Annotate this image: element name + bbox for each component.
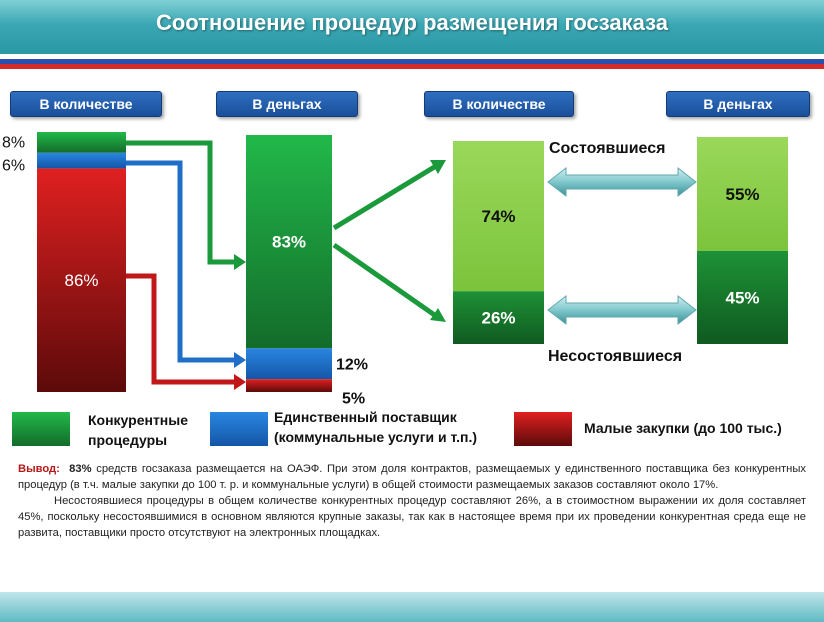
failed-label: Несостоявшиеся bbox=[548, 348, 683, 365]
money-chart-label-0: 83% bbox=[271, 232, 307, 252]
money-chart-bar-segment-1 bbox=[246, 348, 332, 379]
legend-label-small-purchases: Малые закупки (до 100 тыс.) bbox=[584, 420, 782, 436]
count-chart-bar-segment-0 bbox=[37, 132, 126, 153]
conclusion-paragraph-1: средств госзаказа размещается на ОАЭФ. При этом доля контрактов, размещаемых у единственного поставщика без конкурентных процедур (в т.ч. малые закупки до 100 т. р. и коммунальные услуги) в общей стоимости размещаемых заказов составляют около 17%. bbox=[18, 463, 806, 491]
red-flow-arrow bbox=[126, 276, 240, 382]
conclusion-highlight: 83% bbox=[69, 463, 92, 475]
page-title: Соотношение процедур размещения госзаказа bbox=[155, 10, 669, 35]
split-arrow-down bbox=[334, 245, 436, 316]
success-money-chart-label-1: 45% bbox=[725, 288, 760, 308]
success-count-chart-label-0: 74% bbox=[481, 207, 516, 227]
red-flow-arrowhead bbox=[234, 374, 246, 390]
count-chart-bar-segment-1 bbox=[37, 153, 126, 169]
green-flow-arrowhead bbox=[234, 254, 246, 270]
pill-count-2: В количестве bbox=[424, 91, 574, 117]
split-arrow-up bbox=[334, 166, 436, 228]
count-chart-label-1: 6% bbox=[2, 157, 26, 175]
legend-swatch-green bbox=[12, 412, 70, 446]
money-chart-label-2: 5% bbox=[342, 390, 366, 408]
pill-money-1: В деньгах bbox=[216, 91, 358, 117]
conclusion-text bbox=[18, 461, 806, 541]
money-chart-bar-segment-2 bbox=[246, 379, 332, 392]
conclusion-paragraph-2: Несостоявшиеся процедуры в общем количестве конкурентных процедур составляют 26%, а в стоимостном выражении их доля составляет 45%, поскольку несостоявшимися в основном являются крупные заказы, так как в настоящее время при их проведении конкурентная среда еще не развита, поставщики просто отсутствуют на электронных площадках. bbox=[18, 495, 806, 539]
pill-money-2: В деньгах bbox=[666, 91, 810, 117]
money-chart-label-1: 12% bbox=[336, 356, 369, 374]
footer-band bbox=[0, 592, 824, 622]
bars-group bbox=[2, 132, 788, 408]
count-chart-label-0: 8% bbox=[2, 134, 26, 152]
legend-label-single-supplier: Единственный поставщик (коммунальные услуги и т.п.) bbox=[274, 409, 478, 445]
double-arrow-bottom bbox=[548, 296, 696, 324]
count-chart-label-2: 86% bbox=[64, 271, 99, 291]
double-arrow-top bbox=[548, 168, 696, 196]
success-label: Состоявшиеся bbox=[549, 140, 666, 157]
blue-flow-arrowhead bbox=[234, 352, 246, 368]
legend-label-competitive: Конкурентные процедуры bbox=[88, 412, 189, 448]
success-money-chart-label-0: 55% bbox=[725, 184, 760, 204]
legend-swatch-red bbox=[514, 412, 572, 446]
success-count-chart-label-1: 26% bbox=[481, 308, 516, 328]
conclusion-label: Вывод: bbox=[18, 463, 60, 475]
pill-count-1: В количестве bbox=[10, 91, 162, 117]
legend-swatch-blue bbox=[210, 412, 268, 446]
